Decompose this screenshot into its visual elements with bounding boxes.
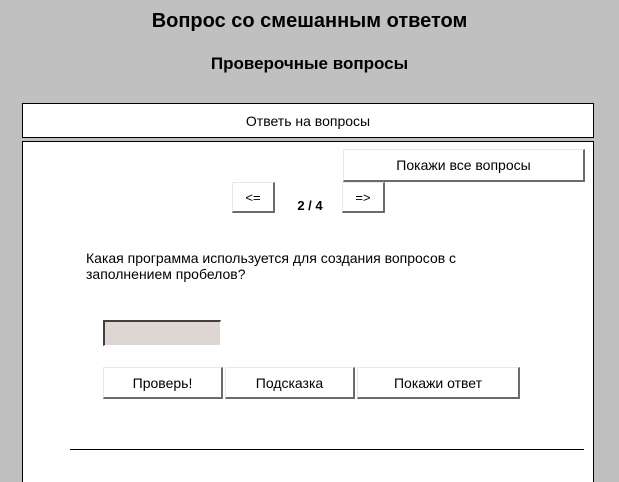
next-question-button[interactable]: =>	[342, 182, 385, 213]
page-subtitle: Проверочные вопросы	[210, 54, 409, 73]
question-text: Какая программа используется для создания вопросов с заполнением пробелов?	[86, 250, 457, 282]
check-button[interactable]: Проверь!	[103, 367, 223, 399]
question-panel	[22, 141, 594, 482]
instructions-label: Ответь на вопросы	[245, 112, 371, 129]
instructions-header	[22, 103, 594, 138]
show-answer-button[interactable]: Покажи ответ	[357, 367, 520, 399]
previous-question-button[interactable]: <=	[232, 182, 275, 213]
hint-button[interactable]: Подсказка	[225, 367, 355, 399]
show-all-questions-button[interactable]: Покажи все вопросы	[343, 149, 585, 182]
divider	[70, 449, 584, 450]
question-counter: 2 / 4	[297, 198, 323, 213]
page-title: Вопрос со смешанным ответом	[151, 10, 468, 32]
answer-input[interactable]	[103, 320, 221, 346]
